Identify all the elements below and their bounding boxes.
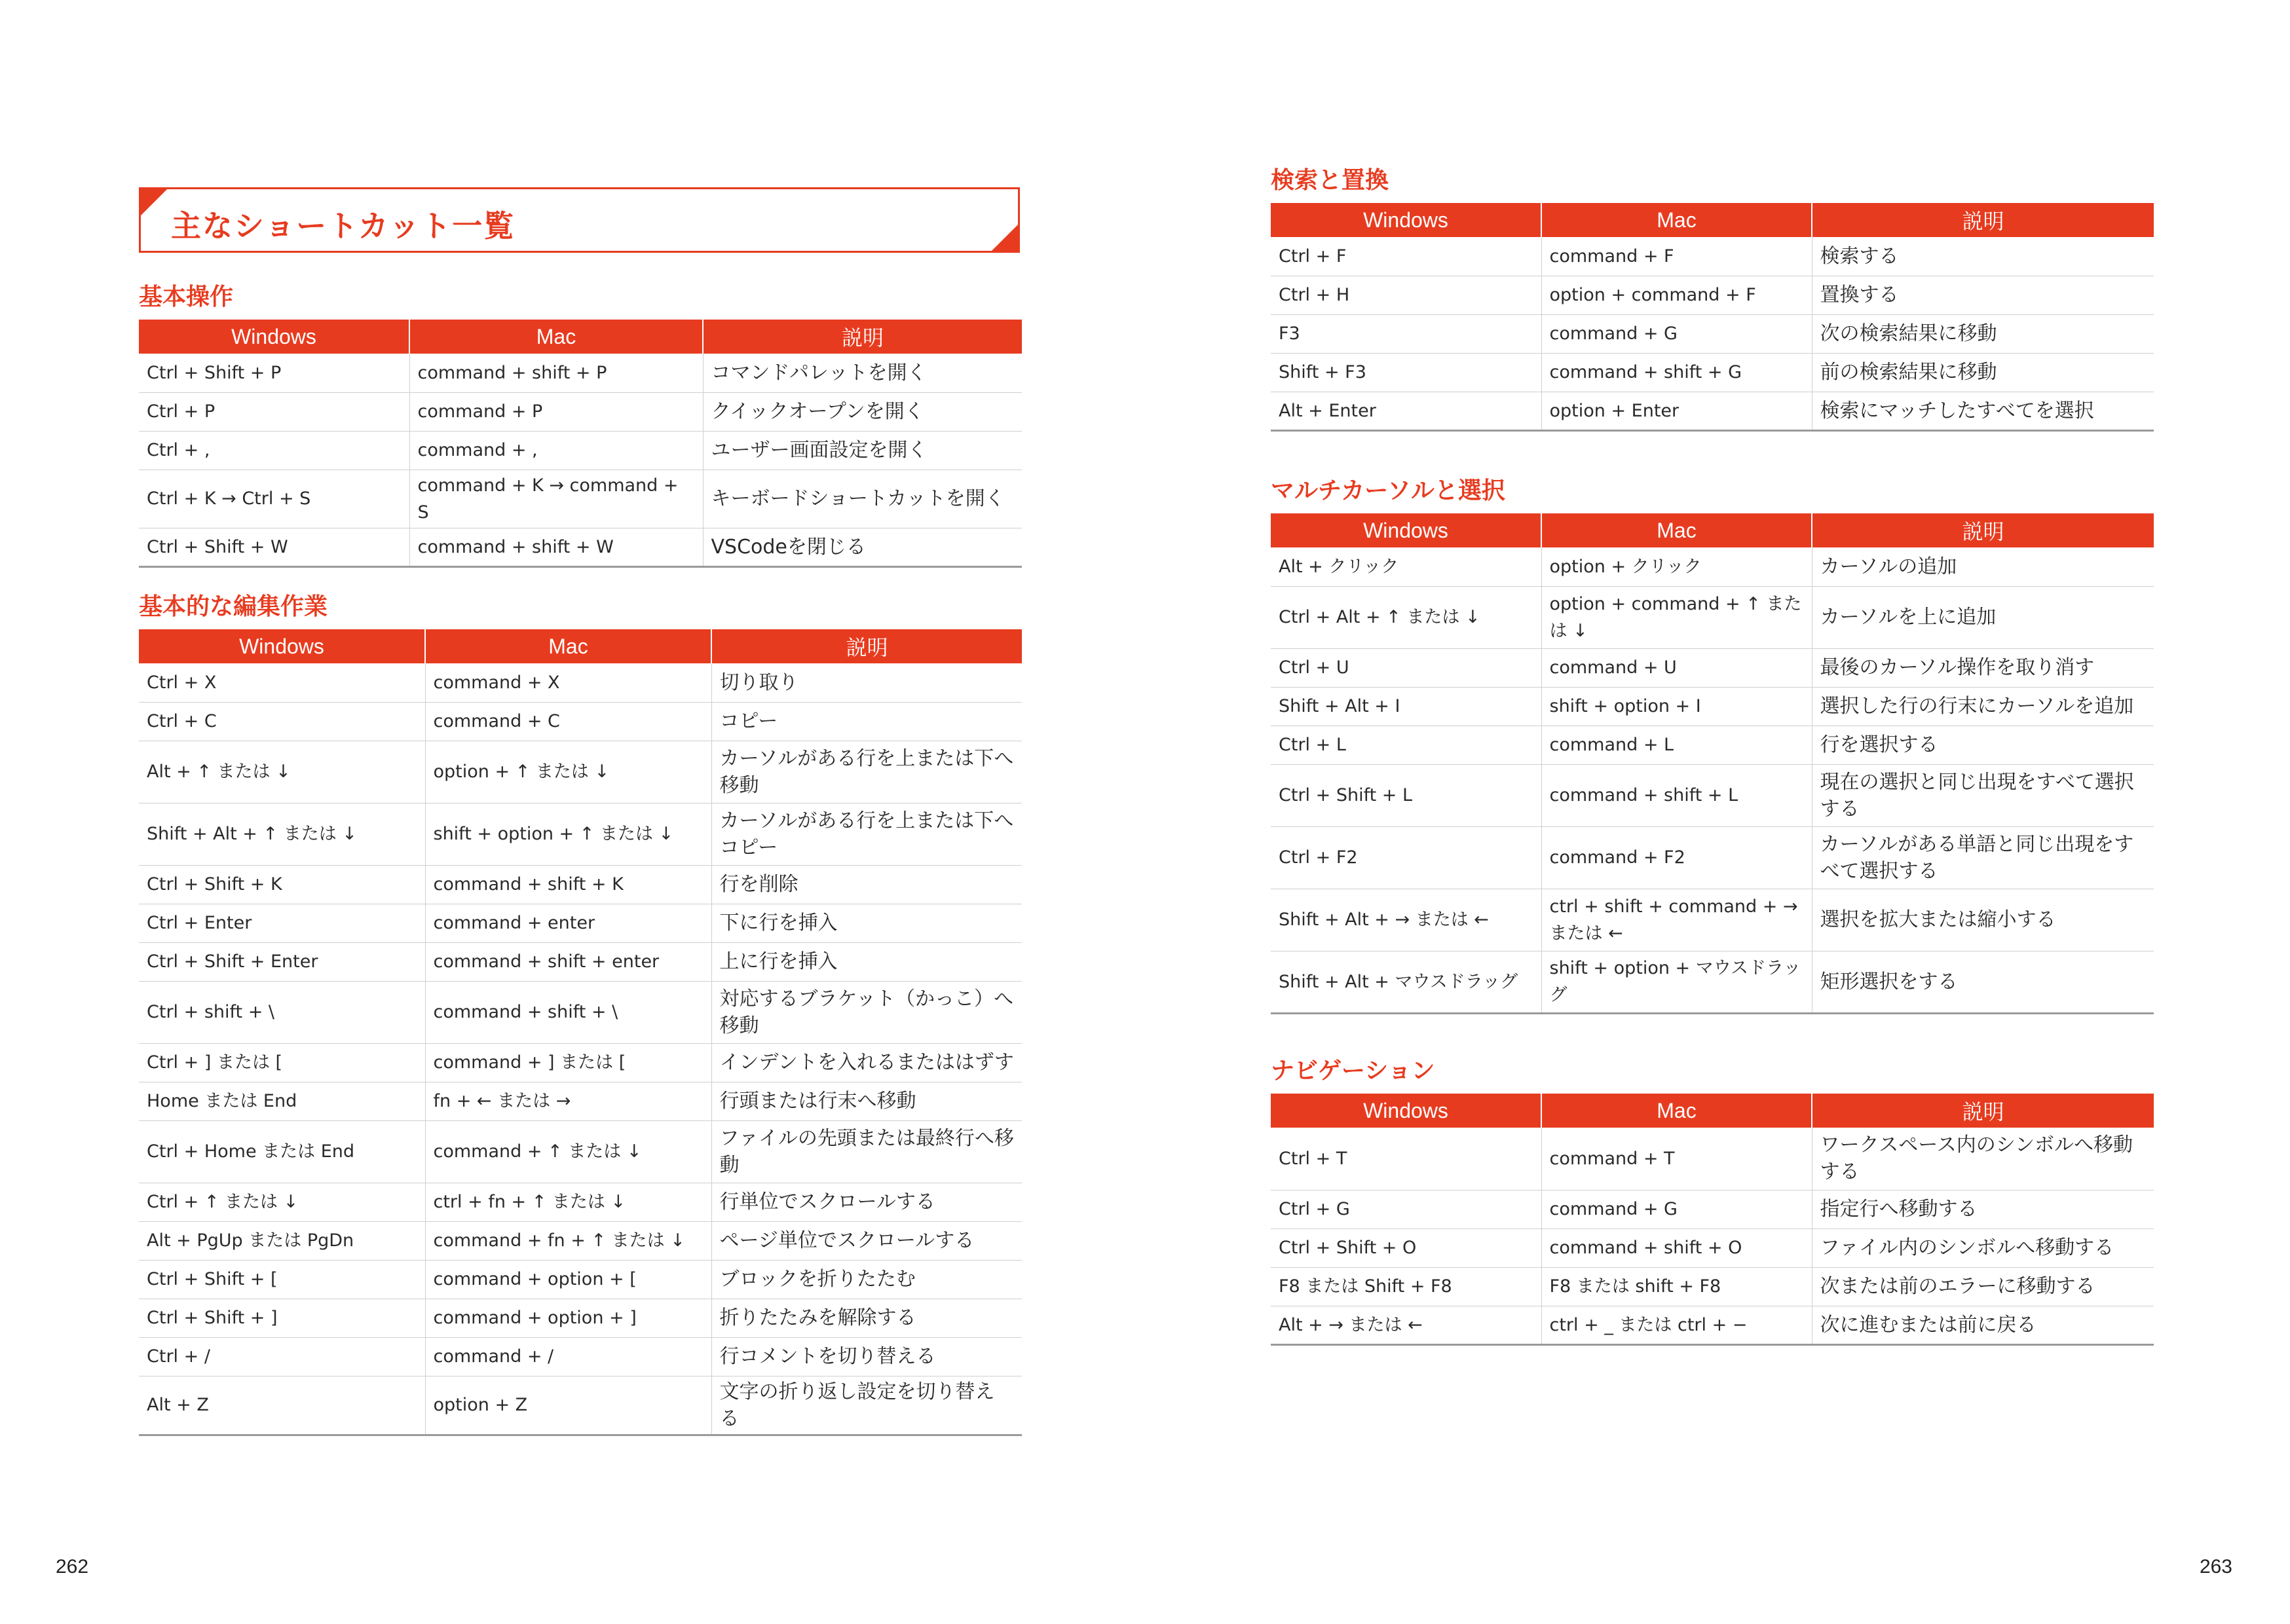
table-row — [1271, 826, 2154, 889]
mac-shortcut: command + F2 — [1541, 826, 1812, 889]
windows-shortcut: Ctrl + K → Ctrl + S — [139, 470, 409, 528]
shortcut-description: クイックオープンを開く — [703, 392, 1022, 431]
header-windows: Windows — [1271, 203, 1541, 237]
windows-shortcut: Shift + Alt + I — [1271, 687, 1541, 726]
windows-shortcut: Ctrl + ] または [ — [139, 1043, 425, 1082]
windows-shortcut: Ctrl + shift + \ — [139, 981, 425, 1043]
windows-shortcut: Alt + Z — [139, 1376, 425, 1435]
mac-shortcut: command + shift + L — [1541, 764, 1812, 826]
table-row — [1271, 586, 2154, 648]
mac-shortcut: command + C — [425, 702, 711, 741]
table-row — [1271, 314, 2154, 353]
windows-shortcut: Ctrl + G — [1271, 1190, 1541, 1228]
table-row — [139, 1082, 1022, 1120]
shortcut-description: 指定行へ移動する — [1812, 1190, 2154, 1228]
shortcut-description: ファイルの先頭または最終行へ移動 — [711, 1120, 1022, 1183]
windows-shortcut: Ctrl + Shift + Enter — [139, 942, 425, 981]
page-title: 主なショートカット一覧 — [171, 208, 516, 244]
mac-shortcut: command + X — [425, 663, 711, 702]
table-row — [1271, 1128, 2154, 1190]
mac-shortcut: command + option + [ — [425, 1260, 711, 1299]
section-search-replace — [1271, 165, 2154, 432]
mac-shortcut: command + U — [1541, 648, 1812, 687]
windows-shortcut: Shift + Alt + マウスドラッグ — [1271, 951, 1541, 1013]
table-row — [139, 470, 1022, 528]
mac-shortcut: command + fn + ↑ または ↓ — [425, 1221, 711, 1260]
shortcut-description: カーソルの追加 — [1812, 547, 2154, 586]
mac-shortcut: ctrl + _ または ctrl + − — [1541, 1306, 1812, 1344]
table-row — [139, 1221, 1022, 1260]
shortcut-description: 行コメントを切り替える — [711, 1337, 1022, 1376]
section-multi-cursor — [1271, 475, 2154, 1014]
windows-shortcut: Alt + → または ← — [1271, 1306, 1541, 1344]
table-header-row — [1271, 203, 2154, 237]
windows-shortcut: Ctrl + ↑ または ↓ — [139, 1183, 425, 1221]
table-row — [139, 1120, 1022, 1183]
table-row — [1271, 648, 2154, 687]
section-heading: ナビゲーション — [1271, 1058, 1435, 1084]
windows-shortcut: Ctrl + Shift + W — [139, 528, 409, 566]
windows-shortcut: Shift + Alt + ↑ または ↓ — [139, 803, 425, 865]
windows-shortcut: Ctrl + F2 — [1271, 826, 1541, 889]
shortcut-description: 行を削除 — [711, 865, 1022, 904]
mac-shortcut: command + / — [425, 1337, 711, 1376]
title-corner-decoration — [990, 223, 1020, 253]
windows-shortcut: Ctrl + Home または End — [139, 1120, 425, 1183]
shortcut-description: 置換する — [1812, 276, 2154, 314]
windows-shortcut: Ctrl + Shift + ] — [139, 1299, 425, 1337]
header-desc: 説明 — [711, 629, 1022, 663]
table-header-row — [139, 629, 1022, 663]
mac-shortcut: command + ↑ または ↓ — [425, 1120, 711, 1183]
table-row — [139, 1043, 1022, 1082]
windows-shortcut: Ctrl + Shift + L — [1271, 764, 1541, 826]
table-row — [1271, 1267, 2154, 1306]
header-windows: Windows — [1271, 513, 1541, 547]
windows-shortcut: Ctrl + T — [1271, 1128, 1541, 1190]
shortcut-description: 行を選択する — [1812, 726, 2154, 764]
mac-shortcut: option + command + F — [1541, 276, 1812, 314]
table-row — [1271, 237, 2154, 276]
windows-shortcut: Ctrl + U — [1271, 648, 1541, 687]
section-heading: 基本的な編集作業 — [139, 593, 328, 620]
shortcut-description: 最後のカーソル操作を取り消す — [1812, 648, 2154, 687]
table-row — [139, 528, 1022, 566]
mac-shortcut: command + ] または [ — [425, 1043, 711, 1082]
table-row — [139, 1183, 1022, 1221]
shortcut-description: 選択した行の行末にカーソルを追加 — [1812, 687, 2154, 726]
header-desc: 説明 — [1812, 513, 2154, 547]
mac-shortcut: command + P — [409, 392, 703, 431]
mac-shortcut: command + shift + \ — [425, 981, 711, 1043]
shortcut-table — [139, 629, 1022, 1436]
shortcut-description: ファイル内のシンボルへ移動する — [1812, 1228, 2154, 1267]
windows-shortcut: Ctrl + H — [1271, 276, 1541, 314]
windows-shortcut: Ctrl + / — [139, 1337, 425, 1376]
mac-shortcut: command + T — [1541, 1128, 1812, 1190]
table-header-row — [1271, 513, 2154, 547]
table-row — [1271, 1190, 2154, 1228]
section-basic-ops — [139, 282, 1022, 568]
mac-shortcut: command + F — [1541, 237, 1812, 276]
mac-shortcut: command + shift + G — [1541, 353, 1812, 392]
title-corner-decoration — [139, 187, 169, 217]
mac-shortcut: option + Enter — [1541, 392, 1812, 430]
mac-shortcut: command + shift + K — [425, 865, 711, 904]
section-heading: 検索と置換 — [1271, 167, 1389, 194]
header-windows: Windows — [139, 629, 425, 663]
mac-shortcut: command + enter — [425, 904, 711, 942]
mac-shortcut: ctrl + shift + command + → または ← — [1541, 889, 1812, 951]
shortcut-description: 上に行を挿入 — [711, 942, 1022, 981]
page-number: 262 — [56, 1556, 89, 1578]
shortcut-description: 検索する — [1812, 237, 2154, 276]
windows-shortcut: Alt + クリック — [1271, 547, 1541, 586]
shortcut-description: インデントを入れるまたははずす — [711, 1043, 1022, 1082]
windows-shortcut: Ctrl + C — [139, 702, 425, 741]
shortcut-table — [1271, 203, 2154, 432]
table-row — [1271, 353, 2154, 392]
shortcut-description: 次に進むまたは前に戻る — [1812, 1306, 2154, 1344]
shortcut-description: 折りたたみを解除する — [711, 1299, 1022, 1337]
header-windows: Windows — [1271, 1094, 1541, 1128]
table-row — [139, 1376, 1022, 1435]
shortcut-description: 下に行を挿入 — [711, 904, 1022, 942]
mac-shortcut: option + クリック — [1541, 547, 1812, 586]
windows-shortcut: Ctrl + L — [1271, 726, 1541, 764]
shortcut-description: 現在の選択と同じ出現をすべて選択する — [1812, 764, 2154, 826]
shortcut-description: 文字の折り返し設定を切り替える — [711, 1376, 1022, 1435]
shortcut-description: 次または前のエラーに移動する — [1812, 1267, 2154, 1306]
shortcut-description: ページ単位でスクロールする — [711, 1221, 1022, 1260]
header-mac: Mac — [425, 629, 711, 663]
shortcut-description: 次の検索結果に移動 — [1812, 314, 2154, 353]
mac-shortcut: command + shift + W — [409, 528, 703, 566]
table-header-row — [139, 320, 1022, 354]
shortcut-description: コマンドパレットを開く — [703, 354, 1022, 392]
table-row — [139, 392, 1022, 431]
windows-shortcut: Alt + PgUp または PgDn — [139, 1221, 425, 1260]
windows-shortcut: F8 または Shift + F8 — [1271, 1267, 1541, 1306]
mac-shortcut: command + shift + P — [409, 354, 703, 392]
table-row — [1271, 547, 2154, 586]
shortcut-description: 行単位でスクロールする — [711, 1183, 1022, 1221]
table-row — [1271, 764, 2154, 826]
mac-shortcut: option + ↑ または ↓ — [425, 741, 711, 803]
windows-shortcut: Alt + ↑ または ↓ — [139, 741, 425, 803]
shortcut-description: 対応するブラケット（かっこ）へ移動 — [711, 981, 1022, 1043]
table-row — [139, 803, 1022, 865]
windows-shortcut: F3 — [1271, 314, 1541, 353]
mac-shortcut: command + G — [1541, 314, 1812, 353]
mac-shortcut: command + shift + O — [1541, 1228, 1812, 1267]
windows-shortcut: Ctrl + Alt + ↑ または ↓ — [1271, 586, 1541, 648]
windows-shortcut: Ctrl + X — [139, 663, 425, 702]
header-mac: Mac — [409, 320, 703, 354]
windows-shortcut: Ctrl + Shift + P — [139, 354, 409, 392]
windows-shortcut: Ctrl + Shift + O — [1271, 1228, 1541, 1267]
table-row — [1271, 1306, 2154, 1344]
mac-shortcut: option + command + ↑ または ↓ — [1541, 586, 1812, 648]
mac-shortcut: shift + option + ↑ または ↓ — [425, 803, 711, 865]
mac-shortcut: shift + option + マウスドラッグ — [1541, 951, 1812, 1013]
table-row — [139, 1299, 1022, 1337]
mac-shortcut: command + L — [1541, 726, 1812, 764]
header-desc: 説明 — [1812, 1094, 2154, 1128]
shortcut-description: カーソルを上に追加 — [1812, 586, 2154, 648]
page-number: 263 — [2199, 1556, 2232, 1578]
shortcut-description: VSCodeを閉じる — [703, 528, 1022, 566]
shortcut-description: カーソルがある単語と同じ出現をすべて選択する — [1812, 826, 2154, 889]
mac-shortcut: fn + ← または → — [425, 1082, 711, 1120]
shortcut-description: コピー — [711, 702, 1022, 741]
shortcut-description: 前の検索結果に移動 — [1812, 353, 2154, 392]
mac-shortcut: F8 または shift + F8 — [1541, 1267, 1812, 1306]
table-row — [1271, 1228, 2154, 1267]
shortcut-description: カーソルがある行を上または下へコピー — [711, 803, 1022, 865]
mac-shortcut: command + K → command + S — [409, 470, 703, 528]
table-row — [139, 1260, 1022, 1299]
mac-shortcut: option + Z — [425, 1376, 711, 1435]
windows-shortcut: Ctrl + , — [139, 431, 409, 470]
windows-shortcut: Alt + Enter — [1271, 392, 1541, 430]
table-header-row — [1271, 1094, 2154, 1128]
shortcut-description: 検索にマッチしたすべてを選択 — [1812, 392, 2154, 430]
table-row — [1271, 889, 2154, 951]
mac-shortcut: ctrl + fn + ↑ または ↓ — [425, 1183, 711, 1221]
windows-shortcut: Ctrl + P — [139, 392, 409, 431]
table-row — [139, 741, 1022, 803]
table-row — [1271, 726, 2154, 764]
mac-shortcut: command + G — [1541, 1190, 1812, 1228]
shortcut-table — [1271, 513, 2154, 1014]
windows-shortcut: Shift + F3 — [1271, 353, 1541, 392]
windows-shortcut: Ctrl + Shift + [ — [139, 1260, 425, 1299]
windows-shortcut: Ctrl + Shift + K — [139, 865, 425, 904]
header-mac: Mac — [1541, 1094, 1812, 1128]
windows-shortcut: Shift + Alt + → または ← — [1271, 889, 1541, 951]
header-desc: 説明 — [703, 320, 1022, 354]
header-windows: Windows — [139, 320, 409, 354]
shortcut-description: カーソルがある行を上または下へ移動 — [711, 741, 1022, 803]
section-heading: マルチカーソルと選択 — [1271, 477, 1505, 504]
shortcut-description: 矩形選択をする — [1812, 951, 2154, 1013]
shortcut-description: 選択を拡大または縮小する — [1812, 889, 2154, 951]
shortcut-description: キーボードショートカットを開く — [703, 470, 1022, 528]
section-heading: 基本操作 — [139, 284, 234, 310]
table-row — [1271, 276, 2154, 314]
table-row — [139, 663, 1022, 702]
header-mac: Mac — [1541, 513, 1812, 547]
shortcut-description: 行頭または行末へ移動 — [711, 1082, 1022, 1120]
table-row — [139, 702, 1022, 741]
table-row — [1271, 687, 2154, 726]
section-basic-editing — [139, 591, 1022, 1436]
table-row — [139, 942, 1022, 981]
shortcut-description: 切り取り — [711, 663, 1022, 702]
shortcut-description: ブロックを折りたたむ — [711, 1260, 1022, 1299]
table-row — [139, 865, 1022, 904]
section-navigation — [1271, 1056, 2154, 1346]
mac-shortcut: command + shift + enter — [425, 942, 711, 981]
table-row — [139, 904, 1022, 942]
shortcut-description: ユーザー画面設定を開く — [703, 431, 1022, 470]
table-row — [1271, 392, 2154, 430]
mac-shortcut: command + , — [409, 431, 703, 470]
right-page — [1145, 0, 2290, 1624]
main-title-box — [139, 187, 1020, 253]
shortcut-table — [1271, 1094, 2154, 1346]
table-row — [139, 431, 1022, 470]
header-mac: Mac — [1541, 203, 1812, 237]
mac-shortcut: command + option + ] — [425, 1299, 711, 1337]
shortcut-table — [139, 320, 1022, 568]
windows-shortcut: Home または End — [139, 1082, 425, 1120]
table-row — [1271, 951, 2154, 1013]
table-row — [139, 354, 1022, 392]
mac-shortcut: shift + option + I — [1541, 687, 1812, 726]
table-row — [139, 1337, 1022, 1376]
shortcut-description: ワークスペース内のシンボルへ移動する — [1812, 1128, 2154, 1190]
windows-shortcut: Ctrl + F — [1271, 237, 1541, 276]
windows-shortcut: Ctrl + Enter — [139, 904, 425, 942]
table-row — [139, 981, 1022, 1043]
header-desc: 説明 — [1812, 203, 2154, 237]
